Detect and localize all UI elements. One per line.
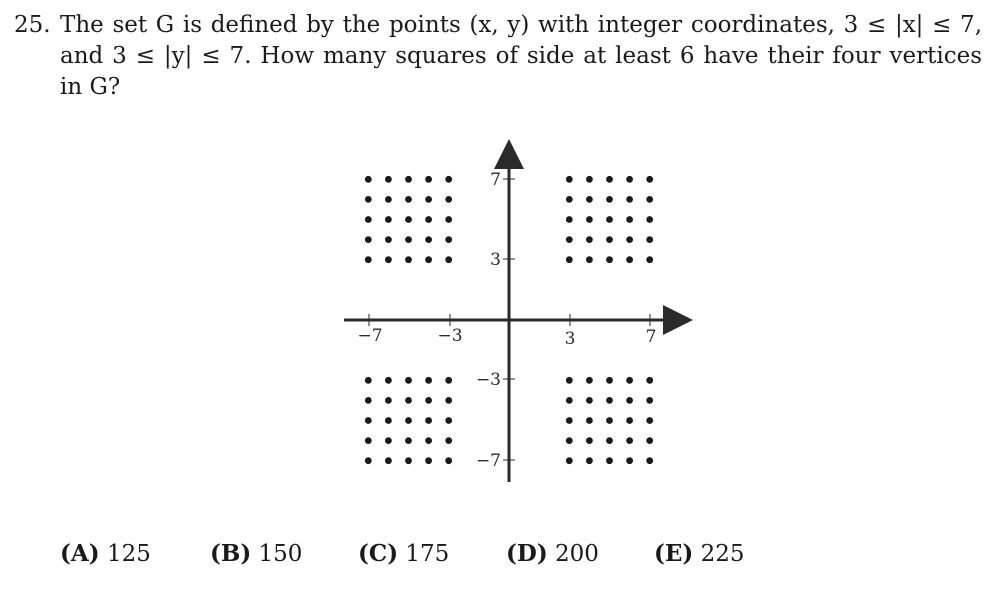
lattice-point [405,397,412,404]
lattice-point [425,417,432,424]
choice-e[interactable] [654,540,774,567]
lattice-point [566,457,573,464]
lattice-point [606,377,613,384]
choice-letter: (C) [358,540,399,567]
lattice-point [445,196,452,203]
choice-value: 175 [405,541,450,567]
lattice-point [385,236,392,243]
lattice-point [586,196,593,203]
choice-value: 150 [258,541,303,567]
lattice-point [365,437,372,444]
lattice-point [566,216,573,223]
x-tick-label: 3 [564,329,576,349]
lattice-point [566,397,573,404]
lattice-point [586,417,593,424]
lattice-point [586,216,593,223]
choice-letter: (B) [210,540,252,567]
lattice-point [586,457,593,464]
lattice-point [385,176,392,183]
lattice-point [626,377,633,384]
lattice-point [626,236,633,243]
lattice-point [405,236,412,243]
lattice-point [425,377,432,384]
lattice-point [626,216,633,223]
choice-value: 125 [106,541,151,567]
lattice-point [606,437,613,444]
lattice-point [365,236,372,243]
lattice-point [405,377,412,384]
y-tick-label: 7 [490,170,501,190]
lattice-point [405,437,412,444]
lattice-point [445,176,452,183]
lattice-point [425,216,432,223]
choice-a[interactable] [60,540,210,567]
lattice-point [606,256,613,263]
lattice-point [365,397,372,404]
x-tick-label: −7 [357,326,383,346]
lattice-point [626,397,633,404]
lattice-point [566,196,573,203]
lattice-point [385,256,392,263]
lattice-point [385,216,392,223]
lattice-point [566,176,573,183]
lattice-point [425,196,432,203]
lattice-point [586,236,593,243]
lattice-point [365,417,372,424]
lattice-point [365,457,372,464]
lattice-point [626,437,633,444]
lattice-point [566,417,573,424]
lattice-point [445,236,452,243]
lattice-point [646,457,653,464]
lattice-point [385,377,392,384]
lattice-point [405,196,412,203]
lattice-point [606,176,613,183]
lattice-point [425,236,432,243]
lattice-point [626,417,633,424]
choice-letter: (A) [60,540,100,567]
lattice-point [586,256,593,263]
lattice-point [606,196,613,203]
choice-c[interactable] [358,540,506,567]
lattice-point [385,437,392,444]
choice-d[interactable] [506,540,654,567]
lattice-point [646,196,653,203]
lattice-point [385,196,392,203]
lattice-point [445,437,452,444]
lattice-point [626,196,633,203]
lattice-point [586,437,593,444]
y-tick-label: 3 [490,250,501,270]
lattice-point [586,377,593,384]
lattice-point [445,397,452,404]
lattice-point [606,417,613,424]
choice-letter: (D) [506,540,548,567]
lattice-point [425,437,432,444]
lattice-point [405,256,412,263]
lattice-point [606,397,613,404]
choice-b[interactable] [210,540,358,567]
lattice-point [606,216,613,223]
lattice-point [626,176,633,183]
lattice-point [566,377,573,384]
lattice-point [646,377,653,384]
choice-value: 200 [555,541,599,567]
lattice-point [626,256,633,263]
lattice-point [425,176,432,183]
lattice-point [646,256,653,263]
lattice-point [385,397,392,404]
x-tick-label: 7 [645,327,657,347]
answer-choices [60,540,774,567]
lattice-point [646,437,653,444]
lattice-point [445,417,452,424]
problem-text: The set G is defined by the points (x, y) with integer coordinates, 3 ≤ |x| ≤ 7, and 3 ≤ |y| ≤ 7. How many squares of side at least 6 have their four vertices in G? [60,12,982,100]
lattice-point [566,256,573,263]
lattice-point [405,176,412,183]
lattice-point [646,176,653,183]
problem-number: 25. [14,12,51,38]
lattice-point [646,216,653,223]
lattice-point [425,397,432,404]
lattice-point [606,236,613,243]
lattice-point [626,457,633,464]
lattice-point [445,457,452,464]
lattice-point [405,216,412,223]
lattice-point [365,216,372,223]
lattice-point [646,417,653,424]
lattice-point [405,457,412,464]
y-tick-label: −3 [475,370,501,390]
lattice-point [566,236,573,243]
x-tick-label: −3 [437,326,463,346]
lattice-point [586,397,593,404]
lattice-point [385,417,392,424]
lattice-point [566,437,573,444]
lattice-point [445,256,452,263]
choice-value: 225 [700,541,745,567]
lattice-point [445,216,452,223]
lattice-point [445,377,452,384]
lattice-point [365,256,372,263]
lattice-point [365,196,372,203]
lattice-point [365,176,372,183]
lattice-point [586,176,593,183]
lattice-point [646,397,653,404]
lattice-point [646,236,653,243]
lattice-point [365,377,372,384]
lattice-point [385,457,392,464]
lattice-point [425,256,432,263]
lattice-point [425,457,432,464]
choice-letter: (E) [654,540,694,567]
lattice-point [405,417,412,424]
lattice-point [606,457,613,464]
y-tick-label: −7 [475,451,501,471]
